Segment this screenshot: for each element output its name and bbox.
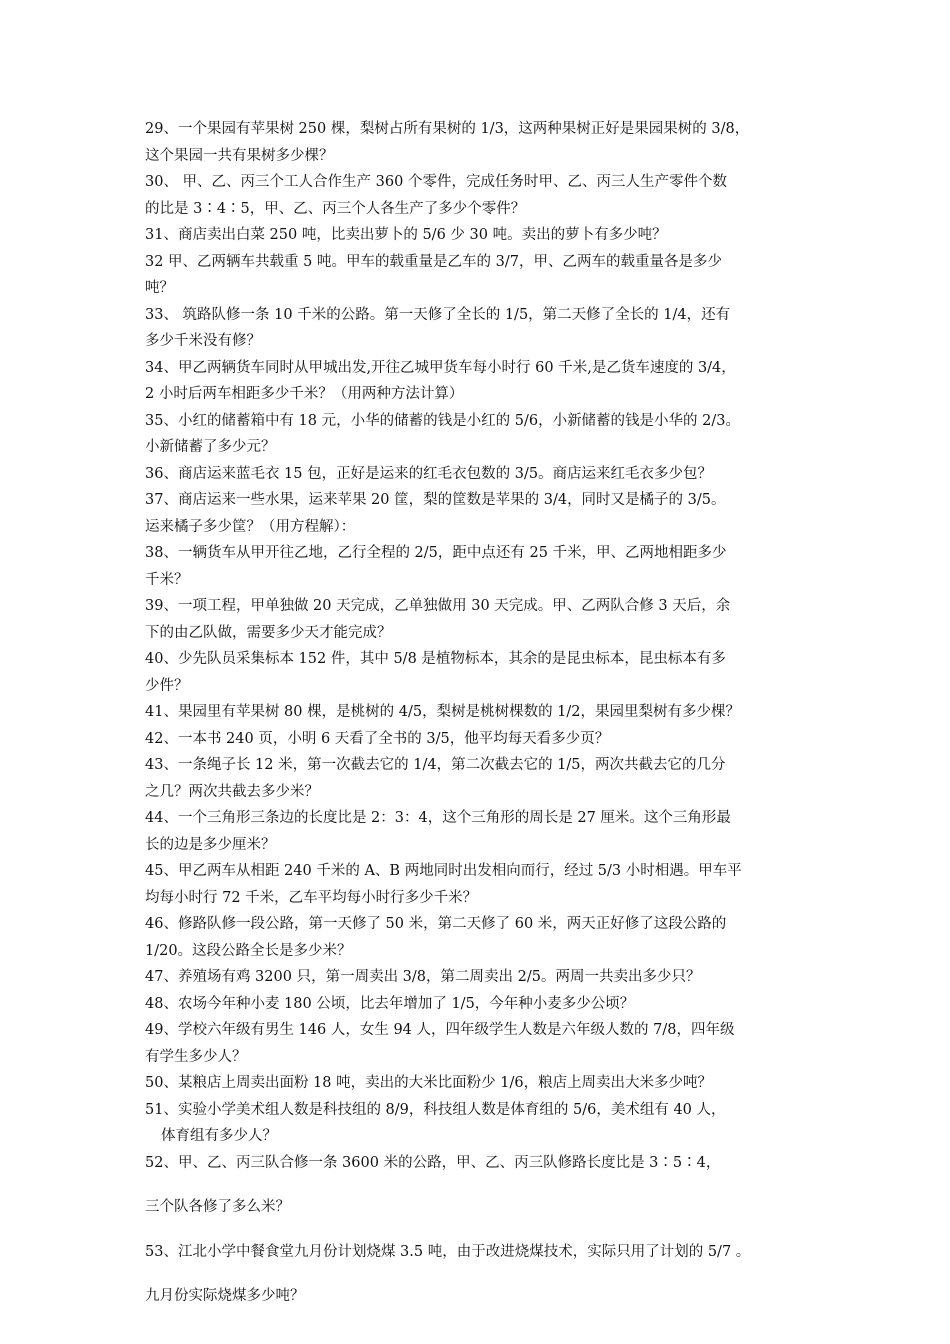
- text-line: 有学生多少人？: [145, 1048, 247, 1065]
- text-line: 31、商店卖出白菜 250 吨，比卖出萝卜的 5/6 少 30 吨。卖出的萝卜有多少吨？: [145, 227, 667, 243]
- text-line: 51、实验小学美术组人数是科技组的 8/9，科技组人数是体育组的 5/6，美术组有 40 人，: [145, 1101, 726, 1118]
- text-line: 少件？: [145, 677, 189, 694]
- text-line: 体育组有多少人？: [161, 1128, 277, 1144]
- text-line: 下的由乙队做，需要多少天才能完成？: [145, 624, 392, 641]
- text-line: 均每小时行 72 千米，乙车平均每小时行多少千米？: [145, 889, 478, 906]
- text-line: 48、农场今年种小麦 180 公顷，比去年增加了 1/5，今年种小麦多少公顷？: [145, 995, 635, 1012]
- text-line: 47、养殖场有鸡 3200 只，第一周卖出 3/8，第二周卖出 2/5。两周一共卖出多少只？: [145, 969, 701, 985]
- problem-list: [145, 116, 810, 1310]
- text-line: 的比是 3∶4∶5，甲、乙、丙三个人各生产了多少个零件？: [145, 200, 526, 217]
- text-line: 33、 筑路队修一条 10 千米的公路。第一天修了全长的 1/5，第二天修了全长的 1/4，还有: [145, 306, 731, 323]
- text-line: 46、修路队修一段公路，第一天修了 50 米，第二天修了 60 米，两天正好修了这段公路的: [145, 916, 727, 932]
- text-line: 之几？两次共截去多少米？: [145, 783, 319, 800]
- text-line: 2 小时后两车相距多少千米？（用两种方法计算）: [145, 386, 464, 402]
- text-line: 30、 甲、乙、丙三个工人合作生产 360 个零件，完成任务时甲、乙、丙三人生产零件个数: [145, 174, 727, 190]
- text-line: 42、一本书 240 页，小明 6 天看了全书的 3/5，他平均每天看多少页？: [145, 730, 610, 747]
- text-line: 运来橘子多少筐？（用方程解）：: [145, 518, 356, 535]
- text-line: 三个队各修了多么米？: [145, 1199, 290, 1215]
- text-line: 37、商店运来一些水果，运来苹果 20 筐，梨的筐数是苹果的 3/4，同时又是橘子的 3/5。: [145, 492, 726, 508]
- text-line: 35、小红的储蓄箱中有 18 元，小华的储蓄的钱是小红的 5/6，小新储蓄的钱是小华的 2/3。: [145, 412, 741, 429]
- text-line: 32 甲、乙两辆车共载重 5 吨。甲车的载重量是乙车的 3/7，甲、乙两车的载重量各是多少: [145, 253, 722, 270]
- text-line: 50、某粮店上周卖出面粉 18 吨，卖出的大米比面粉少 1/6，粮店上周卖出大米多少吨？: [145, 1075, 713, 1091]
- text-line: 39、一项工程，甲单独做 20 天完成，乙单独做用 30 天完成。甲、乙两队合修 3 天后，余: [145, 598, 731, 614]
- text-line: 千米？: [145, 571, 189, 588]
- text-line: 52、甲、乙、丙三队合修一条 3600 米的公路，甲、乙、丙三队修路长度比是 3∶5∶4，: [145, 1154, 721, 1171]
- text-line: 这个果园一共有果树多少棵？: [145, 147, 334, 164]
- text-line: 43、一条绳子长 12 米，第一次截去它的 1/4，第二次截去它的 1/5，两次共截去它的几分: [145, 757, 726, 773]
- text-line: 45、甲乙两车从相距 240 千米的 A、B 两地同时出发相向而行，经过 5/3 小时相遇。甲车平: [145, 863, 742, 879]
- text-line: 49、学校六年级有男生 146 人，女生 94 人，四年级学生人数是六年级人数的 7/8，四年级: [145, 1022, 735, 1038]
- text-line: 吨？: [145, 280, 174, 296]
- text-line: 29、一个果园有苹果树 250 棵，梨树占所有果树的 1/3，这两种果树正好是果园果树的 3/8，: [145, 121, 750, 137]
- text-line: 36、商店运来蓝毛衣 15 包，正好是运来的红毛衣包数的 3/5。商店运来红毛衣多少包？: [145, 465, 713, 482]
- text-line: 多少千米没有修？: [145, 333, 261, 349]
- text-line: 41、果园里有苹果树 80 棵，是桃树的 4/5，梨树是桃树棵数的 1/2，果园里梨树有多少棵？: [145, 704, 741, 720]
- text-line: 1/20。这段公路全长是多少米？: [145, 942, 352, 959]
- text-line: 九月份实际烧煤多少吨？: [145, 1288, 305, 1304]
- text-line: 44、一个三角形三条边的长度比是 2：3：4，这个三角形的周长是 27 厘米。这个三角形最: [145, 810, 731, 826]
- text-line: 长的边是多少厘米？: [145, 836, 276, 853]
- text-line: 小新储蓄了多少元？: [145, 439, 276, 455]
- text-line: 34、甲乙两辆货车同时从甲城出发,开往乙城甲货车每小时行 60 千米,是乙货车速度的 3/4，: [145, 359, 736, 376]
- text-line: 38、一辆货车从甲开往乙地，乙行全程的 2/5，距中点还有 25 千米，甲、乙两地相距多少: [145, 545, 727, 561]
- text-line: 53、江北小学中餐食堂九月份计划烧煤 3.5 吨，由于改进烧煤技术，实际只用了计划的 5/7 。: [145, 1243, 751, 1260]
- text-line: 40、少先队员采集标本 152 件，其中 5/8 是植物标本，其余的是昆虫标本，昆虫标本有多: [145, 651, 726, 667]
